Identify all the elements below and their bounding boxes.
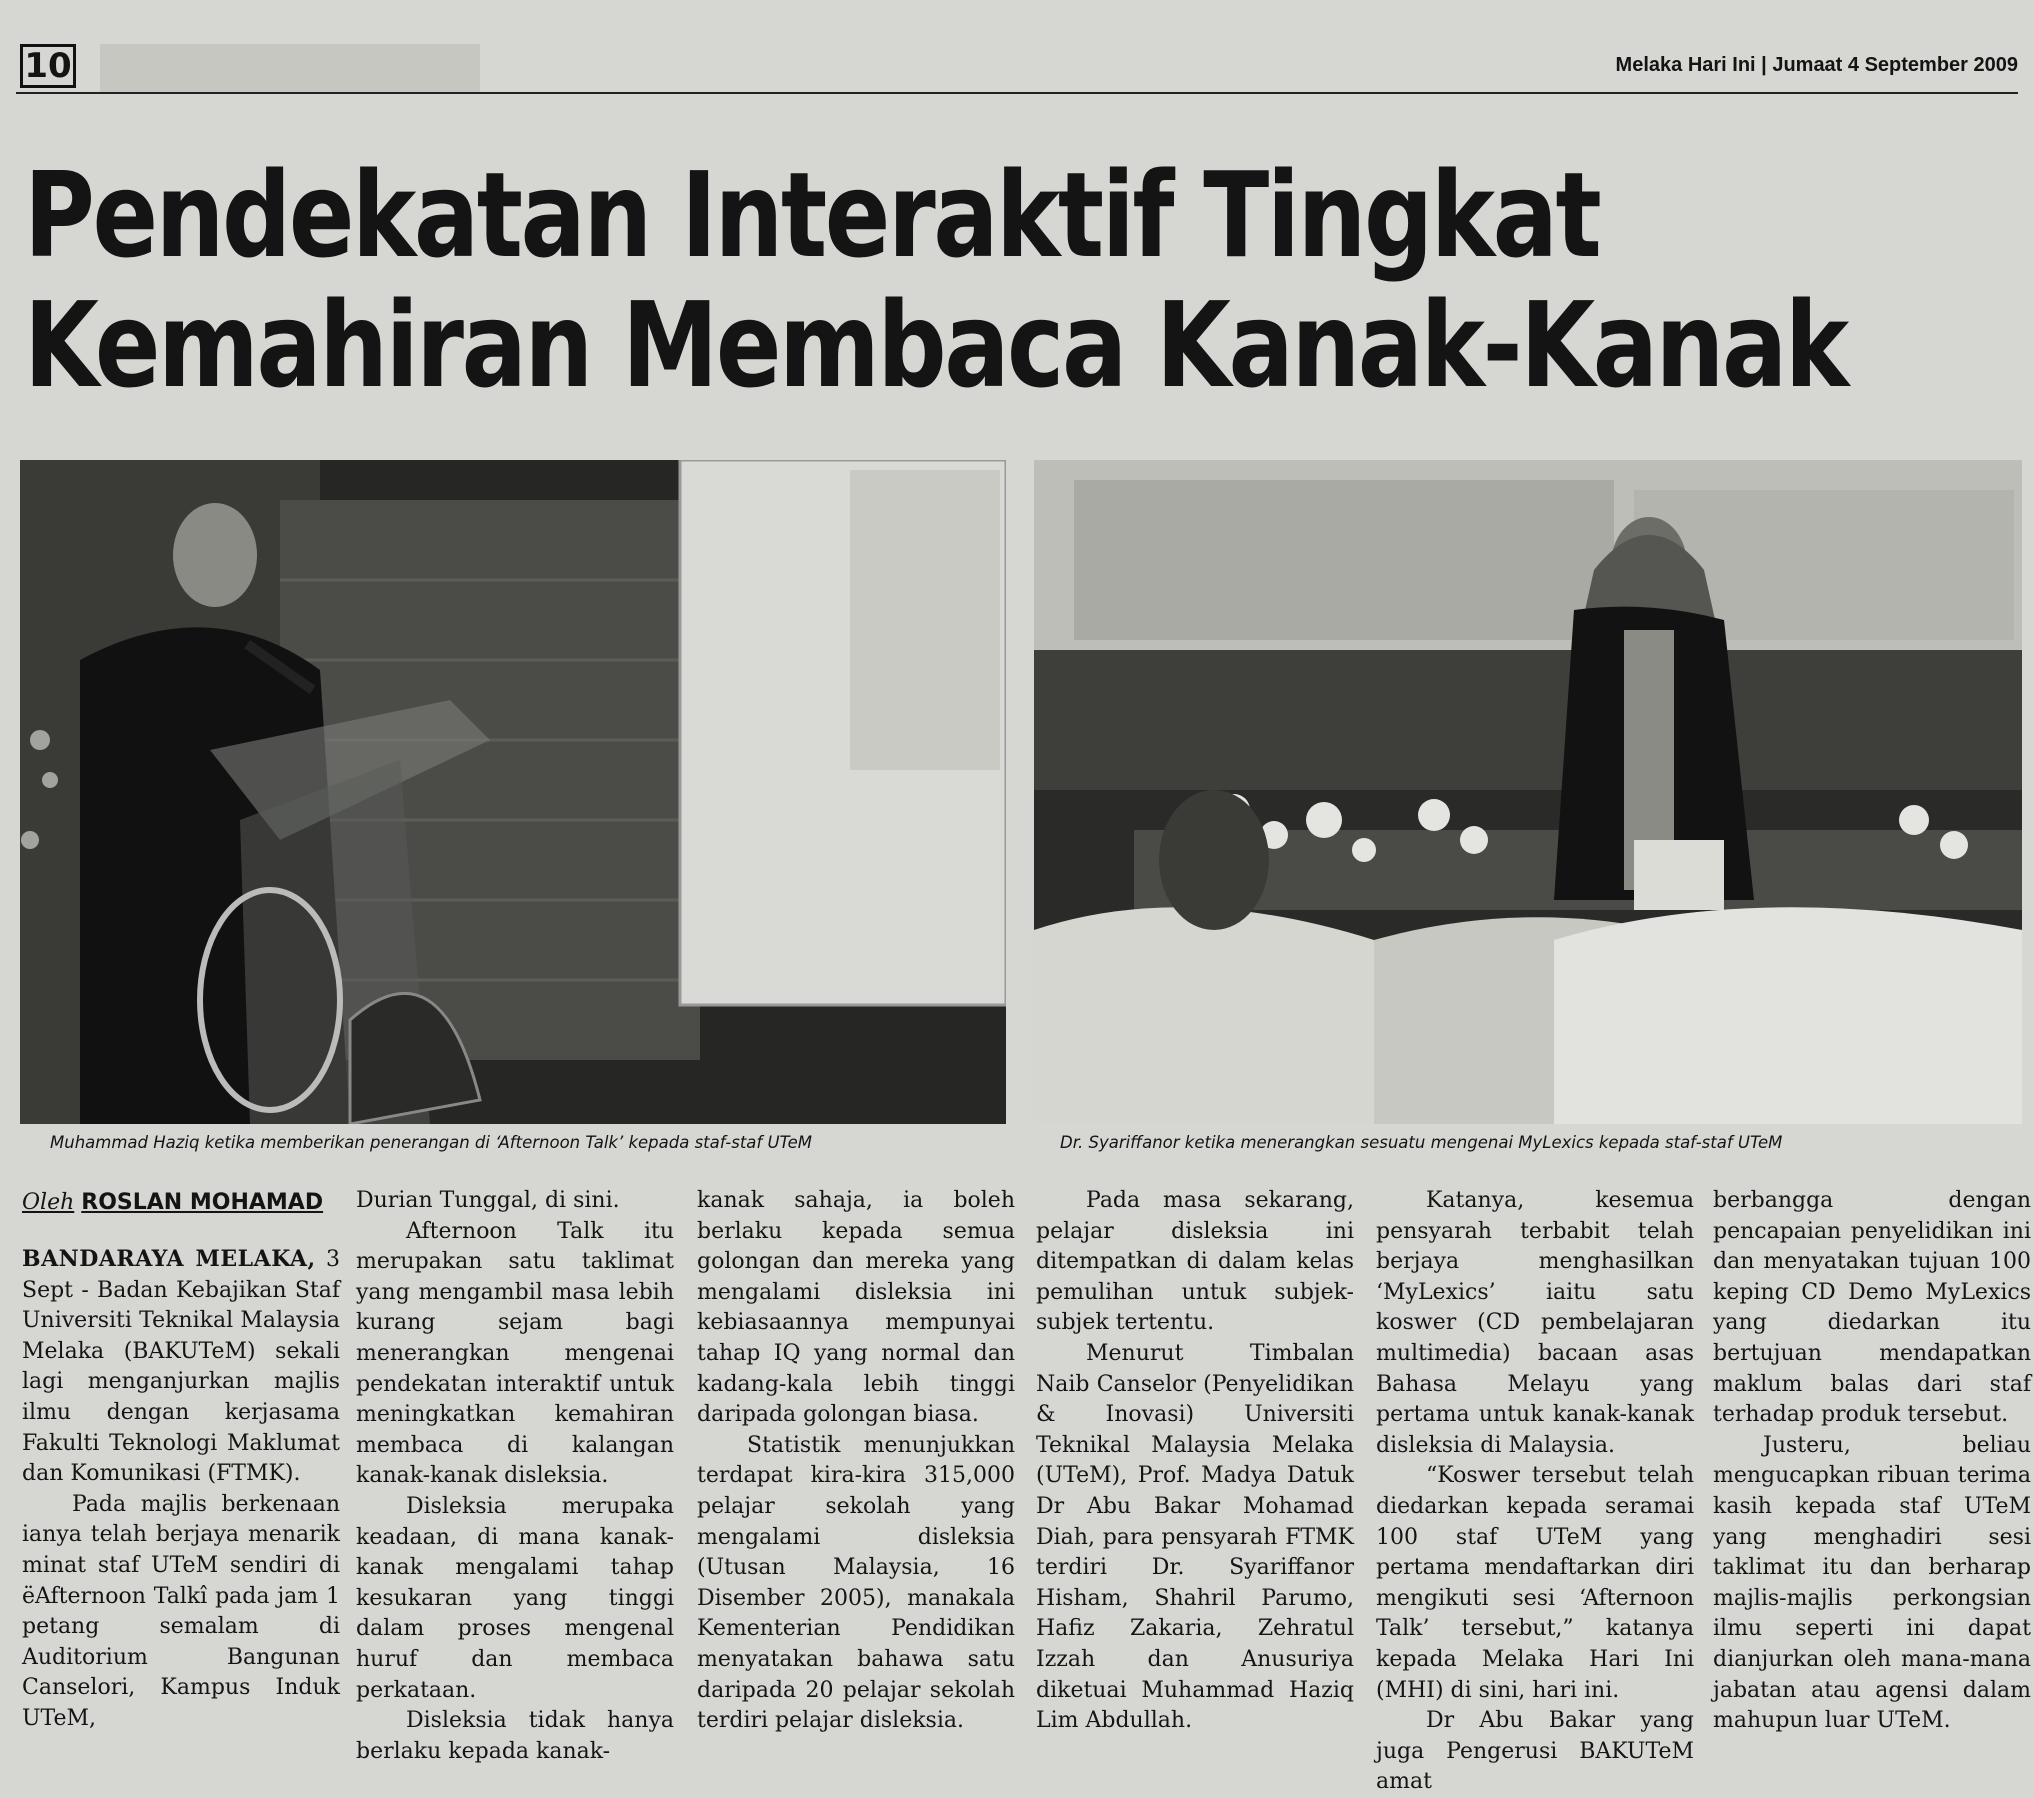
column-4-paragraph-1: Pada masa sekarang, pelajar disleksia ini ditempatkan di dalam kelas pemulihan untuk subjek-subjek tertentu. xyxy=(1036,1188,1354,1336)
article-column-4 xyxy=(1036,1186,1354,1737)
header-rule xyxy=(16,92,2018,94)
presenter-photo-illustration xyxy=(1034,460,2022,1124)
column-6-paragraph-2: Justeru, beliau mengucapkan ribuan terima kasih kepada staf UTeM yang menghadiri sesi taklimat itu dan berharap majlis-majlis perkongsian ilmu seperti ini dapat dianjurkan oleh mana-mana jabatan atau agensi dalam mahupun luar UTeM. xyxy=(1713,1432,2031,1734)
article-column-2 xyxy=(356,1186,674,1767)
column-4-paragraph-2: Menurut Timbalan Naib Canselor (Penyelidikan & Inovasi) Universiti Teknikal Malaysia Melaka (UTeM), Prof. Madya Datuk Dr Abu Bakar Mohamad Diah, para pensyarah FTMK terdiri Dr. Syariffanor Hisham, Shahril Parumo, Hafiz Zakaria, Zehratul Izzah dan Anusuriya diketuai Muhammad Haziq Lim Abdullah. xyxy=(1036,1340,1354,1734)
column-1-paragraph-2: Pada majlis berkenaan ianya telah berjaya menarik minat staf UTeM sendiri di ëAfternoon Talkî pada jam 1 petang semalam di Auditorium Bangunan Canselori, Kampus Induk UTeM, xyxy=(22,1491,340,1731)
column-3-paragraph-1: kanak sahaja, ia boleh berlaku kepada semua golongan dan mereka yang mengalami disleksia ini kebiasaannya mempunyai tahap IQ yang normal dan kadang-kala lebih tinggi daripada golongan biasa. xyxy=(697,1188,1015,1428)
byline-author: ROSLAN MOHAMAD xyxy=(81,1190,324,1215)
column-6-paragraph-1: berbangga dengan pencapaian penyelidikan ini dan menyatakan tujuan 100 keping CD Demo MyLexics yang diedarkan itu bertujuan mendapatkan maklum balas dari staf terhadap produk tersebut. xyxy=(1713,1188,2031,1428)
headline xyxy=(24,146,1847,414)
column-3-paragraph-2: Statistik menunjukkan terdapat kira-kira 315,000 pelajar sekolah yang mengalami disleksia (Utusan Malaysia, 16 Disember 2005), manakala Kementerian Pendidikan menyatakan bahawa satu daripada 20 pelajar sekolah terdiri pelajar disleksia. xyxy=(697,1432,1015,1734)
column-2-paragraph-2: Afternoon Talk itu merupakan satu taklimat yang mengambil masa lebih kurang sejam bagi menerangkan mengenai pendekatan interaktif untuk meningkatkan kemahiran membaca di kalangan kanak-kanak disleksia. xyxy=(356,1218,674,1489)
speaker-photo-illustration xyxy=(20,460,1006,1124)
article-column-6 xyxy=(1713,1186,2031,1737)
byline-prefix: Oleh xyxy=(22,1190,75,1215)
column-2-paragraph-3: Disleksia merupaka keadaan, di mana kanak-kanak mengalami tahap kesukaran yang tinggi dalam proses mengenal huruf dan membaca perkataan. xyxy=(356,1493,674,1703)
column-5-paragraph-2: “Koswer tersebut telah diedarkan kepada seramai 100 staf UTeM yang pertama mendaftarkan diri mengikuti sesi ‘Afternoon Talk’ tersebut,” katanya kepada Melaka Hari Ini (MHI) di sini, hari ini. xyxy=(1376,1463,1694,1703)
photo-presenter-audience xyxy=(1034,460,2022,1124)
column-5-paragraph-1: Katanya, kesemua pensyarah terbabit telah berjaya menghasilkan ‘MyLexics’ iaitu satu koswer (CD pembelajaran multimedia) bacaan asas Bahasa Melayu yang pertama untuk kanak-kanak disleksia di Malaysia. xyxy=(1376,1188,1694,1458)
headline-line-2: Kemahiran Membaca Kanak-Kanak xyxy=(24,276,1847,414)
headline-line-1: Pendekatan Interaktif Tingkat xyxy=(24,146,1600,284)
column-5-paragraph-3: Dr Abu Bakar yang juga Pengerusi BAKUTeM amat xyxy=(1376,1708,1694,1795)
column-2-paragraph-1: Durian Tunggal, di sini. xyxy=(356,1188,620,1213)
photo-speaker-podium xyxy=(20,460,1006,1124)
photo-caption-right: Dr. Syariffanor ketika menerangkan sesuatu mengenai MyLexics kepada staf-staf UTeM xyxy=(1060,1133,1783,1152)
publication-date: Melaka Hari Ini | Jumaat 4 September 2009 xyxy=(1615,54,2018,76)
photo-caption-left: Muhammad Haziq ketika memberikan penerangan di ‘Afternoon Talk’ kepada staf-staf UTeM xyxy=(50,1133,812,1152)
section-logo-ghost xyxy=(100,44,480,92)
article-column-1 xyxy=(22,1244,340,1735)
article-column-5 xyxy=(1376,1186,1694,1798)
dateline: BANDARAYA MELAKA, xyxy=(22,1246,316,1272)
page-number: 10 xyxy=(20,44,76,88)
column-1-paragraph-1: 3 Sept - Badan Kebajikan Staf Universiti Teknikal Malaysia Melaka (BAKUTeM) sekali lagi menganjurkan majlis ilmu dengan kerjasama Fakulti Teknologi Maklumat dan Komunikasi (FTMK). xyxy=(22,1247,341,1487)
column-2-paragraph-4: Disleksia tidak hanya berlaku kepada kanak- xyxy=(356,1708,674,1764)
byline xyxy=(22,1190,323,1215)
article-column-3 xyxy=(697,1186,1015,1737)
